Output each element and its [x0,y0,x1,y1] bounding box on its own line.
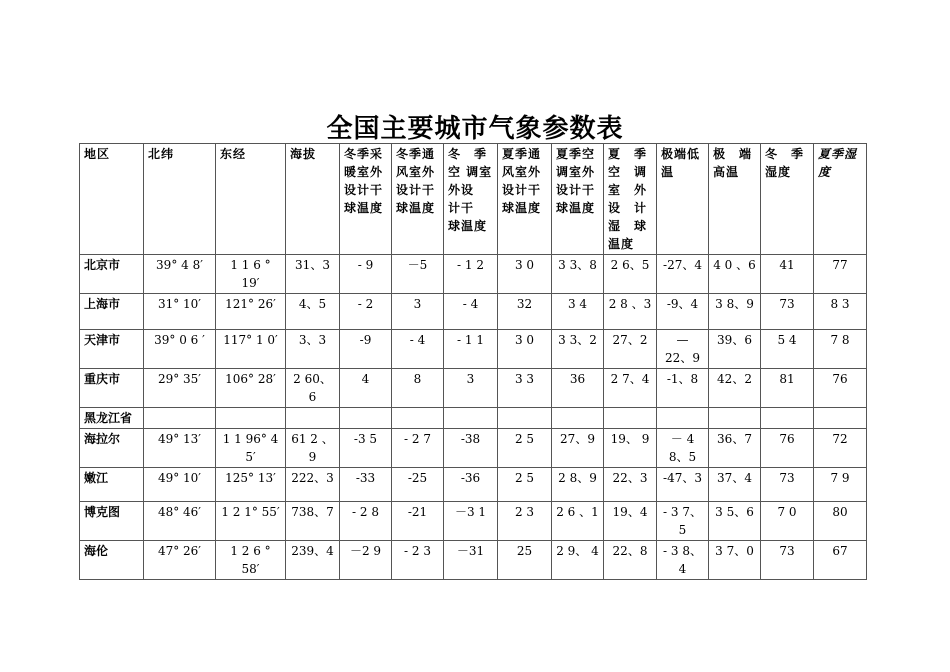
table-cell: 3 4 [552,294,604,330]
header-cell: 海拔 [286,144,340,255]
table-cell: 3 3、2 [552,330,604,369]
table-cell: - 3 8、4 [657,541,709,580]
table-row [80,429,867,468]
table-cell [761,408,814,429]
table-cell: - 2 [340,294,392,330]
city-cell: 上海市 [80,294,144,330]
table-cell: 3 0 [498,330,552,369]
table-cell: 7 9 [814,468,867,502]
table-cell: 32 [498,294,552,330]
table-cell: 39、6 [709,330,761,369]
table-cell [216,408,286,429]
table-cell: 31、3 [286,255,340,294]
table-cell: －5 [392,255,444,294]
table-cell: 2 8、9 [552,468,604,502]
table-cell: 8 [392,369,444,408]
table-cell: 3 5、6 [709,502,761,541]
table-cell: 106° 28′ [216,369,286,408]
table-cell: -25 [392,468,444,502]
table-cell: -38 [444,429,498,468]
table-header-row [80,144,867,255]
table-cell: 29° 35′ [144,369,216,408]
table-cell: 36、7 [709,429,761,468]
table-cell: 47° 26′ [144,541,216,580]
table-cell: 1 2 1° 55′ [216,502,286,541]
table-cell: 2 9、 4 [552,541,604,580]
table-cell [286,408,340,429]
table-cell: 22、3 [604,468,657,502]
table-cell: 3 [444,369,498,408]
table-cell: -27、4 [657,255,709,294]
header-cell: 夏季湿度 [814,144,867,255]
table-cell: 41 [761,255,814,294]
table-cell: 31° 10′ [144,294,216,330]
table-cell: -1、8 [657,369,709,408]
table-cell: 121° 26′ [216,294,286,330]
table-cell: 2 6、5 [604,255,657,294]
table-cell: - 2 7 [392,429,444,468]
table-cell: — 22、9 [657,330,709,369]
table-cell: 42、2 [709,369,761,408]
table-cell: - 4 [444,294,498,330]
table-cell: 67 [814,541,867,580]
table-cell: 19、4 [604,502,657,541]
table-cell: 27、9 [552,429,604,468]
table-cell: - 1 1 [444,330,498,369]
table-cell: -47、3 [657,468,709,502]
table-cell: 2 8 、3 [604,294,657,330]
city-cell: 北京市 [80,255,144,294]
table-cell: 80 [814,502,867,541]
city-cell: 博克图 [80,502,144,541]
table-cell: -21 [392,502,444,541]
table-cell: －31 [444,541,498,580]
header-cell: 北纬 [144,144,216,255]
table-cell: - 3 7、5 [657,502,709,541]
table-cell: 2 3 [498,502,552,541]
table-cell: 19、 9 [604,429,657,468]
table-cell: 738、7 [286,502,340,541]
table-cell: 1 2 6 ° 58′ [216,541,286,580]
table-cell: 1 1 6 ° 19′ [216,255,286,294]
table-cell: -36 [444,468,498,502]
table-body [80,255,867,580]
table-cell: 81 [761,369,814,408]
table-row [80,468,867,502]
table-row [80,408,867,429]
city-cell: 海拉尔 [80,429,144,468]
table-row [80,369,867,408]
table-cell [709,408,761,429]
table-cell: 2 60、6 [286,369,340,408]
table-cell: 2 5 [498,429,552,468]
table-cell: 1 1 96° 4 5′ [216,429,286,468]
city-cell: 海伦 [80,541,144,580]
table-cell: 3 0 [498,255,552,294]
city-cell: 天津市 [80,330,144,369]
table-cell: 48° 46′ [144,502,216,541]
table-cell: 3、3 [286,330,340,369]
table-cell: －3 1 [444,502,498,541]
table-cell: 2 5 [498,468,552,502]
header-cell: 地区 [80,144,144,255]
table-cell: 36 [552,369,604,408]
table-row [80,294,867,330]
table-cell: 72 [814,429,867,468]
table-cell: - 4 [392,330,444,369]
table-cell: － 4 8、5 [657,429,709,468]
table-cell: 125° 13′ [216,468,286,502]
table-cell: 49° 13′ [144,429,216,468]
table-cell: 5 4 [761,330,814,369]
table-cell: 77 [814,255,867,294]
table-cell: 73 [761,294,814,330]
header-cell: 极端低温 [657,144,709,255]
table-cell: 76 [814,369,867,408]
table-cell [392,408,444,429]
table-row [80,255,867,294]
table-cell [144,408,216,429]
header-cell: 冬季采暖室外设计干球温度 [340,144,392,255]
table-cell: -9 [340,330,392,369]
table-cell: 25 [498,541,552,580]
table-row [80,541,867,580]
table-cell: 7 8 [814,330,867,369]
table-cell: -9、4 [657,294,709,330]
table-cell: 3 [392,294,444,330]
header-cell: 冬 季空 调室 外设 计干 球温度 [444,144,498,255]
table-cell: 61 2 、9 [286,429,340,468]
table-cell: 37、4 [709,468,761,502]
table-cell: -33 [340,468,392,502]
table-cell: 39° 4 8′ [144,255,216,294]
table-cell: 239、4 [286,541,340,580]
table-cell: 49° 10′ [144,468,216,502]
table-cell: 73 [761,468,814,502]
table-row [80,330,867,369]
header-cell: 冬季通风室外设计干球温度 [392,144,444,255]
table-cell: 22、8 [604,541,657,580]
table-cell: 4、5 [286,294,340,330]
city-cell: 黑龙江省 [80,408,144,429]
table-cell: -3 5 [340,429,392,468]
weather-table [79,143,867,580]
table-cell: - 1 2 [444,255,498,294]
table-cell: 2 6 、1 [552,502,604,541]
table-cell: 39° 0 6 ′ [144,330,216,369]
header-cell: 极 端高温 [709,144,761,255]
table-cell: 7 0 [761,502,814,541]
header-cell: 冬 季湿度 [761,144,814,255]
table-cell: 117° 1 0′ [216,330,286,369]
city-cell: 重庆市 [80,369,144,408]
table-cell: 4 0 、6 [709,255,761,294]
table-cell: 3 8、9 [709,294,761,330]
table-cell [552,408,604,429]
city-cell: 嫩江 [80,468,144,502]
table-cell [498,408,552,429]
table-cell: 76 [761,429,814,468]
table-cell [444,408,498,429]
header-cell: 夏季空调室外设计干球温度 [552,144,604,255]
table-cell: 27、2 [604,330,657,369]
table-cell [604,408,657,429]
page-title: 全国主要城市气象参数表 [326,114,624,144]
table-cell: - 2 3 [392,541,444,580]
table-cell: 222、3 [286,468,340,502]
table-cell: - 9 [340,255,392,294]
table-cell: 3 3、8 [552,255,604,294]
table-cell: 73 [761,541,814,580]
header-cell: 夏季通风室外设计干球温度 [498,144,552,255]
header-cell: 东经 [216,144,286,255]
table-cell [657,408,709,429]
table-cell: 3 3 [498,369,552,408]
table-cell: 3 7、0 [709,541,761,580]
table-cell: 4 [340,369,392,408]
table-cell: - 2 8 [340,502,392,541]
table-cell [340,408,392,429]
table-cell: 8 3 [814,294,867,330]
table-cell: －2 9 [340,541,392,580]
table-row [80,502,867,541]
table-cell: 2 7、4 [604,369,657,408]
header-cell: 夏 季空 调室 外设 计湿 球温度 [604,144,657,255]
table-cell [814,408,867,429]
